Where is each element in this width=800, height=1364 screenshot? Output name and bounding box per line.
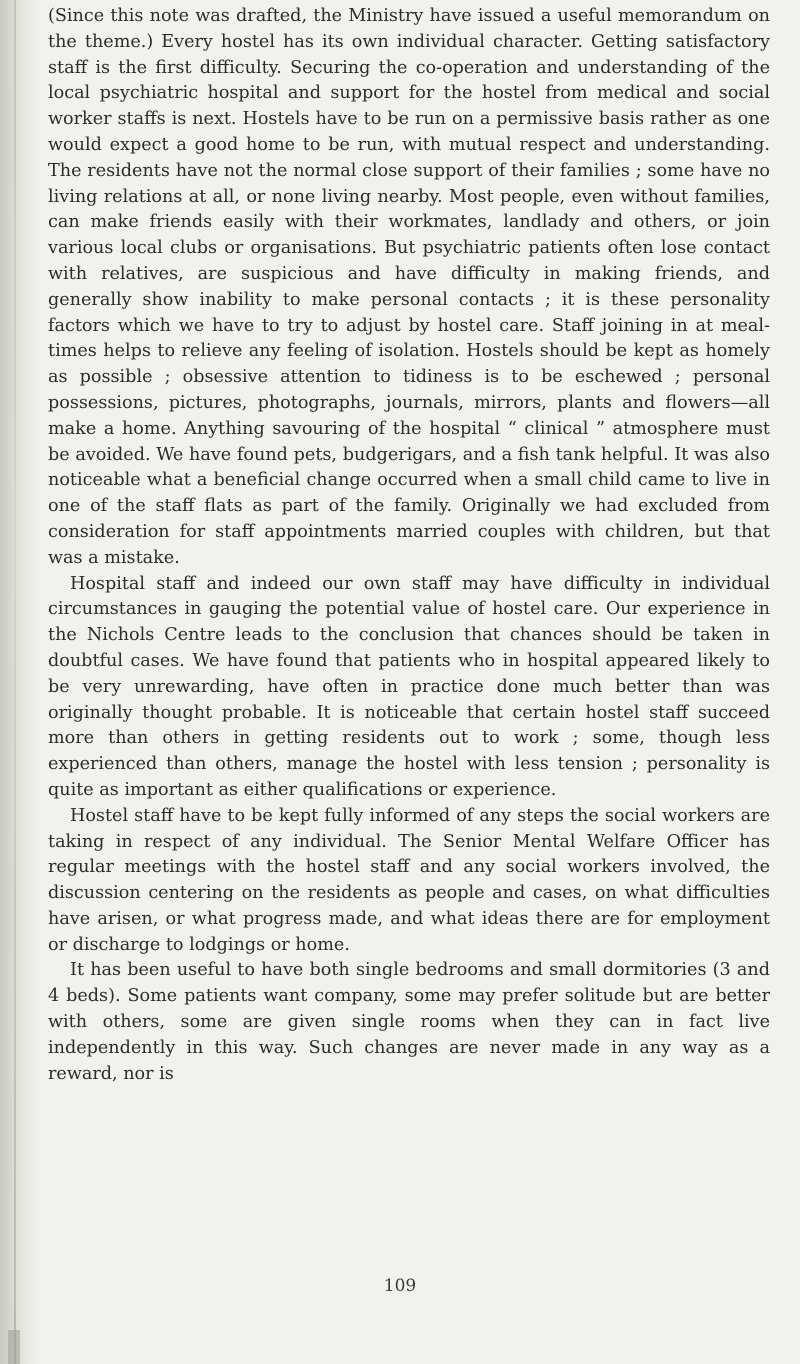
paragraph-bedrooms: It has been useful to have both single bedrooms and small dormitories (3 and 4 beds). Some patients want company, some may prefer solitude but are better with others, some are given single rooms when they can in fact live independently in this way. Such changes are never made in any way as a reward, nor is <box>48 960 770 1084</box>
binding-mark <box>8 1330 20 1364</box>
binding-shadow <box>0 0 40 1364</box>
paragraph-hostel-character: (Since this note was drafted, the Ministry have issued a useful memorandum on the theme.) Every hostel has its own individual character. Getting satisfactory staff is the first difficulty. Securing the co-operation and understanding of the local psychiatric hospital and support for the hostel from medical and social worker staffs is next. Hostels have to be run on a permissive basis rather as one would expect a good home to be run, with mutual respect and understanding. The residents have not the normal close support of their families ; some have no living relations at all, or none living nearby. Most people, even without families, can make friends easily with their workmates, landlady and others, or join various local clubs or organisations. But psychiatric patients often lose contact with relatives, are suspicious and have difficulty in making friends, and generally show inability to make personal contacts ; it is these personality factors which we have to try to adjust by hostel care. Staff joining in at meal-times helps to relieve any feeling of isolation. Hostels should be kept as homely as possible ; obsessive attention to tidiness is to be eschewed ; personal possessions, pictures, photographs, journals, mirrors, plants and flowers—all make a home. Anything savouring of the hospital “ clinical ” atmosphere must be avoided. We have found pets, budgerigars, and a fish tank helpful. It was also noticeable what a beneficial change occurred when a small child came to live in one of the staff flats as part of the family. Originally we had excluded from consideration for staff appointments married couples with children, but that was a mistake. <box>48 6 770 568</box>
paragraph-social-workers: Hostel staff have to be kept fully informed of any steps the social workers are taking in respect of any individual. The Senior Mental Welfare Officer has regular meetings with the hostel staff and any social workers involved, the discussion centering on the residents as people and cases, on what difficulties have arisen, or what progress made, and what ideas there are for employment or discharge to lodgings or home. <box>48 805 770 955</box>
document-page <box>48 4 770 1087</box>
paragraph-hospital-staff: Hospital staff and indeed our own staff may have difficulty in individual circumstances in gauging the potential value of hostel care. Our experience in the Nichols Centre leads to the conclusion that chances should be taken in doubtful cases. We have found that patients who in hospital appeared likely to be very unrewarding, have often in practice done much better than was originally thought probable. It is noticeable that certain hostel staff succeed more than others in getting residents out to work ; some, though less experienced than others, manage the hostel with less tension ; personality is quite as important as either qualifications or experience. <box>48 573 770 800</box>
page-number: 109 <box>383 1276 417 1296</box>
binding-edge <box>14 0 16 1364</box>
